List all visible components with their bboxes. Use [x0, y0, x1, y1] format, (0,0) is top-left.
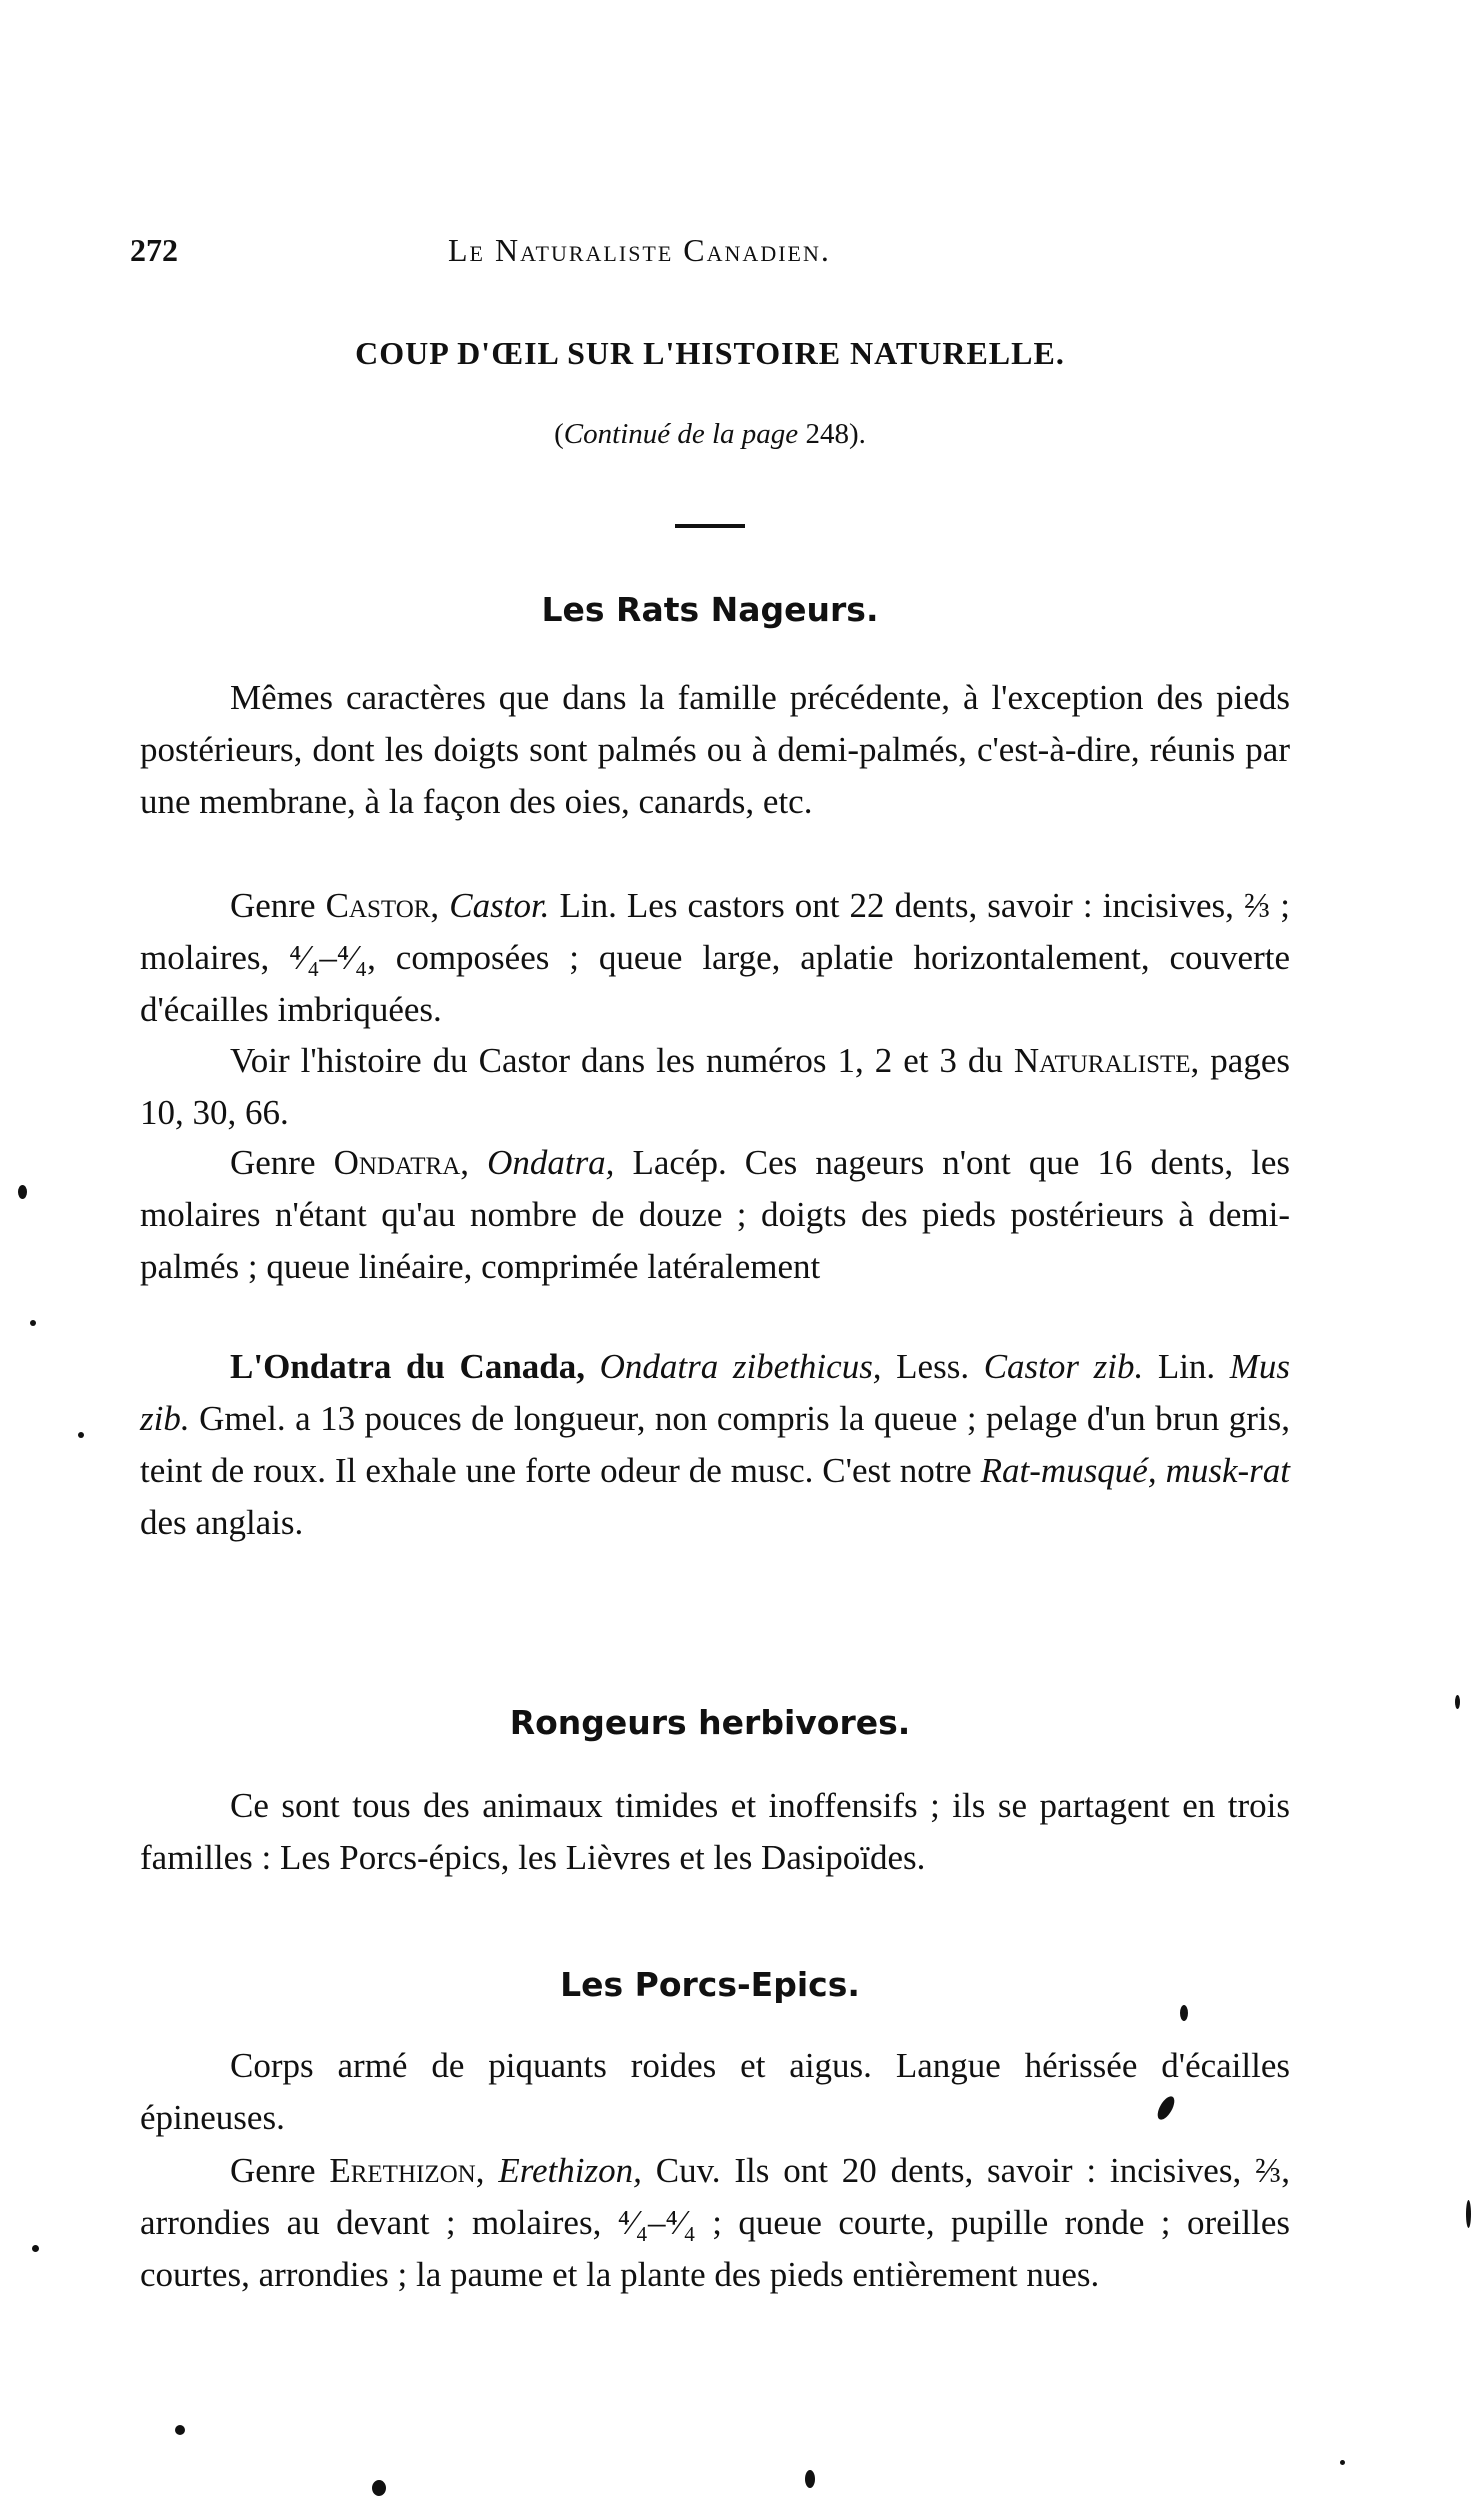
ink-speck [1180, 2005, 1188, 2021]
page-number: 272 [130, 232, 178, 268]
ink-speck [78, 1432, 84, 1438]
ink-speck [1455, 1695, 1460, 1709]
paragraph-castor: Genre Castor, Castor. Lin. Les castors ont 22 dents, savoir : incisives, ⅔ ; molaires, ⁴⁄₄–⁴⁄₄, composées ; queue large, aplatie horizontalement, couverte d'écailles imbriquées. [140, 886, 1290, 1029]
journal-title: Le Naturaliste Canadien. [448, 232, 831, 268]
article-title: COUP D'ŒIL SUR L'HISTOIRE NATURELLE. [355, 335, 1065, 371]
heading-porcs-epics: Les Porcs-Epics. [560, 1965, 860, 2004]
genus-castor: Castor, [325, 886, 440, 925]
paragraph-erethizon: Genre Erethizon, Erethizon, Cuv. Ils ont 20 dents, savoir : incisives, ⅔, arrondies au devant ; molaires, ⁴⁄₄–⁴⁄₄ ; queue courte, pupille ronde ; oreilles courtes, arrondies ; la paume et la plante des pieds entièrement nues. [140, 2151, 1291, 2294]
paragraph-rongeurs: Ce sont tous des animaux timides et inoffensifs ; ils se partagent en trois familles : Les Porcs-épics, les Lièvres et les Dasipoïdes. [140, 1786, 1290, 1877]
continuation-note: (Continué de la page 248). [554, 418, 866, 450]
heading-rats-nageurs: Les Rats Nageurs. [541, 590, 879, 629]
species-ondatra: L'Ondatra du Canada, [230, 1347, 585, 1386]
ink-speck [372, 2480, 386, 2496]
separator-rule [675, 524, 745, 528]
continuation-italic: Continué de la page [563, 418, 799, 450]
genus-ondatra: Ondatra, [333, 1143, 469, 1182]
paragraph-ondatra-species: L'Ondatra du Canada, Ondatra zibethicus, Less. Castor zib. Lin. Mus zib. Gmel. a 13 pouces de longueur, non compris la queue ; pelage d'un brun gris, teint de roux. Il exhale une forte odeur de musc. C'est notre Rat-musqué, musk-rat des anglais. [140, 1347, 1291, 1542]
continuation-page: 248 [805, 418, 849, 450]
ink-speck [1340, 2460, 1345, 2465]
heading-rongeurs-herbivores: Rongeurs herbivores. [509, 1703, 911, 1742]
ink-speck [32, 2245, 39, 2252]
paragraph-voir-castor: Voir l'histoire du Castor dans les numéros 1, 2 et 3 du Naturaliste, pages 10, 30, 66. [140, 1041, 1290, 1132]
running-header [130, 232, 1290, 276]
paragraph-porcs-epics-intro: Corps armé de piquants roides et aigus. Langue hérissée d'écailles épineuses. [140, 2046, 1290, 2137]
genus-erethizon: Erethizon, [329, 2151, 485, 2190]
ink-speck [1466, 2200, 1471, 2228]
paragraph-ondatra-genus: Genre Ondatra, Ondatra, Lacép. Ces nageurs n'ont que 16 dents, les molaires n'étant qu'au nombre de douze ; doigts des pieds postérieurs à demi-palmés ; queue linéaire, comprimée latéralement [140, 1143, 1291, 1286]
ink-speck [18, 1185, 27, 1199]
ink-speck [175, 2425, 185, 2435]
ink-speck [30, 1320, 36, 1326]
ink-speck [805, 2470, 815, 2488]
paragraph-rats-intro: Mêmes caractères que dans la famille précédente, à l'exception des pieds postérieurs, dont les doigts sont palmés ou à demi-palmés, c'est-à-dire, réunis par une membrane, à la façon des oies, canards, etc. [140, 678, 1290, 821]
